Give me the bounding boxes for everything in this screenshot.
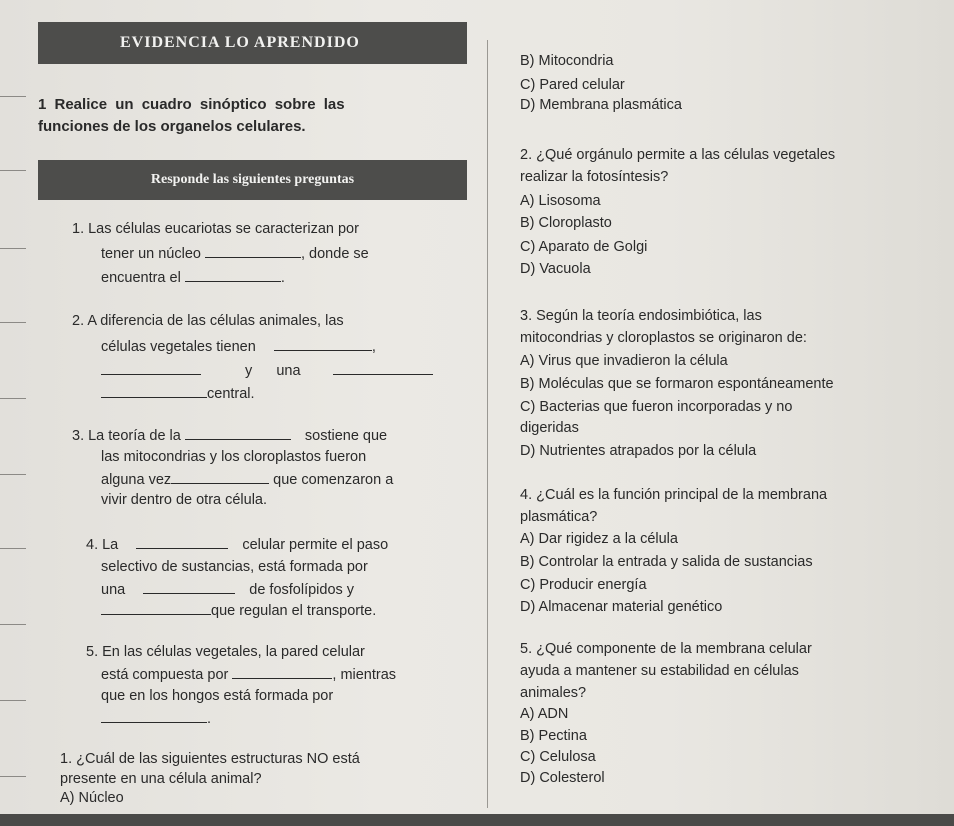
mc2-option-d: D) Vacuola (520, 261, 591, 277)
mc4-option-b: B) Controlar la entrada y salida de sustancias (520, 554, 813, 570)
q3-text-a: 3. La teoría de la (72, 428, 181, 444)
q4-blank-2[interactable] (143, 580, 235, 594)
page-bottom-shadow (0, 814, 954, 826)
mc3-line1: 3. Según la teoría endosimbiótica, las (520, 308, 762, 324)
mc4-option-d: D) Almacenar material genético (520, 599, 723, 615)
q5-line4 (101, 709, 211, 728)
mc5-option-d: D) Colesterol (520, 770, 605, 786)
q4-line4 (101, 601, 376, 620)
q2-blank-3[interactable] (333, 361, 433, 375)
q3-text-c: alguna vez (101, 472, 172, 488)
q4-text-e: que regulan el transporte. (211, 603, 377, 619)
mc4-option-a: A) Dar rigidez a la célula (520, 531, 678, 547)
mc3-option-c: C) Bacterias que fueron incorporadas y no (520, 399, 793, 415)
q2-line4 (101, 384, 255, 403)
q2-blank-2[interactable] (101, 361, 201, 375)
column-divider (487, 40, 488, 808)
mc5-option-b: B) Pectina (520, 728, 587, 744)
mc1-line2: presente en una célula animal? (60, 771, 262, 787)
mc4-line1: 4. ¿Cuál es la función principal de la membrana (520, 487, 828, 503)
q2-text-c: y (245, 363, 253, 379)
q3-text-b: sostiene que (304, 428, 388, 444)
q5-line3: que en los hongos está formada por (101, 688, 334, 704)
q3-blank-2[interactable] (171, 470, 269, 484)
mc2-option-b: B) Cloroplasto (520, 215, 612, 231)
q1-line2 (101, 244, 369, 263)
q1-line3 (101, 268, 285, 287)
q5-blank-2[interactable] (101, 709, 207, 723)
q3-line2: las mitocondrias y los cloroplastos fueron (101, 449, 367, 465)
q4-line2: selectivo de sustancias, está formada por (101, 559, 368, 575)
evidence-banner (38, 22, 467, 64)
mc1-option-a: A) Núcleo (60, 790, 124, 806)
q5-line2 (101, 665, 396, 684)
q2-blank-1[interactable] (274, 337, 372, 351)
q5-text-b: , mientras (332, 667, 397, 683)
mc3-option-a: A) Virus que invadieron la célula (520, 353, 728, 369)
q5-line1: 5. En las células vegetales, la pared celular (86, 644, 365, 660)
answer-banner (38, 160, 467, 200)
mc1-line1: 1. ¿Cuál de las siguientes estructuras NO está (60, 751, 360, 767)
mc5-line2: ayuda a mantener su estabilidad en células (520, 663, 799, 679)
q5-text-c: . (207, 711, 212, 727)
q5-blank-1[interactable] (232, 665, 332, 679)
mc4-option-c: C) Producir energía (520, 577, 647, 593)
mc1-option-d: D) Membrana plasmática (520, 97, 682, 113)
q4-text-d: de fosfolípidos y (249, 582, 355, 598)
evidence-banner-title: EVIDENCIA LO APRENDIDO (120, 34, 360, 51)
mc1-option-c: C) Pared celular (520, 77, 625, 93)
mc2-option-c: C) Aparato de Golgi (520, 239, 648, 255)
q1-line1: 1. Las células eucariotas se caracterizan por (72, 221, 359, 237)
mc5-option-a: A) ADN (520, 706, 569, 722)
q3-line4: vivir dentro de otra célula. (101, 492, 268, 508)
q1-blank-1[interactable] (205, 244, 301, 258)
q1-blank-2[interactable] (185, 268, 281, 282)
q1-text-c: encuentra el (101, 270, 181, 286)
q4-text-a: 4. La (86, 537, 119, 553)
q4-blank-3[interactable] (101, 601, 211, 615)
q5-text-a: está compuesta por (101, 667, 229, 683)
q2-text-d: una (276, 363, 301, 379)
q1-text-d: . (280, 270, 285, 286)
mc5-line1: 5. ¿Qué componente de la membrana celular (520, 641, 812, 657)
q1-text-b: , donde se (301, 246, 369, 262)
q3-blank-1[interactable] (185, 426, 291, 440)
q2-text-b: , (371, 339, 376, 355)
mc4-line2: plasmática? (520, 509, 598, 525)
mc3-option-c-cont: digeridas (520, 420, 579, 436)
mc3-option-d: D) Nutrientes atrapados por la célula (520, 443, 757, 459)
mc2-line1: 2. ¿Qué orgánulo permite a las células vegetales (520, 147, 836, 163)
q4-line3 (101, 580, 354, 599)
notebook-margin-marks (0, 0, 28, 826)
q2-line3 (101, 361, 433, 380)
q2-text-a: células vegetales tienen (101, 339, 256, 355)
mc2-option-a: A) Lisosoma (520, 193, 601, 209)
q3-text-d: que comenzaron a (273, 472, 394, 488)
q4-text-b: celular permite el paso (242, 537, 389, 553)
q2-line2 (101, 337, 376, 356)
q2-text-e: central. (207, 386, 255, 402)
mc5-option-c: C) Celulosa (520, 749, 596, 765)
q1-text-a: tener un núcleo (101, 246, 201, 262)
mc3-line2: mitocondrias y cloroplastos se originaron de: (520, 330, 807, 346)
q3-line3 (101, 470, 393, 489)
q2-blank-4[interactable] (101, 384, 207, 398)
q4-line1 (86, 535, 388, 554)
mc5-line3: animales? (520, 685, 587, 701)
mc2-line2: realizar la fotosíntesis? (520, 169, 669, 185)
q2-line1: 2. A diferencia de las células animales, las (72, 313, 344, 329)
q4-text-c: una (101, 582, 126, 598)
task1-line2: funciones de los organelos celulares. (38, 118, 306, 135)
q4-blank-1[interactable] (136, 535, 228, 549)
q3-line1 (72, 426, 387, 445)
mc3-option-b: B) Moléculas que se formaron espontáneamente (520, 376, 834, 392)
mc1-option-b: B) Mitocondria (520, 53, 614, 69)
answer-banner-title: Responde las siguientes preguntas (150, 172, 355, 187)
task1-line1: 1 Realice un cuadro sinóptico sobre las (38, 96, 345, 113)
